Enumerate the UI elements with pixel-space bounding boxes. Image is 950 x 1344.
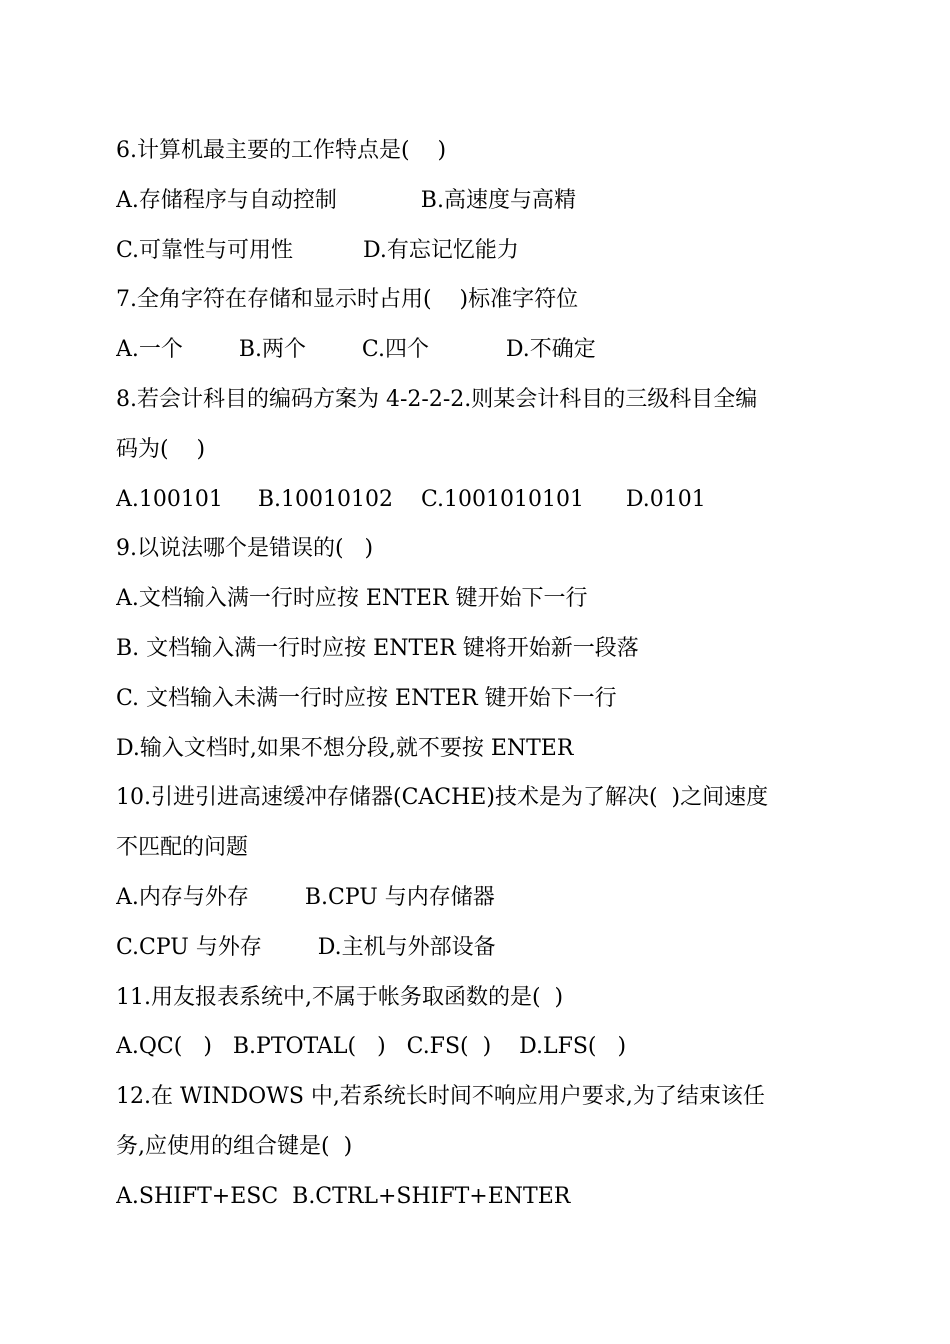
question-6-stem: 6.计算机最主要的工作特点是( ) [116, 138, 447, 163]
question-9-option-c: C. 文档输入未满一行时应按 ENTER 键开始下一行 [116, 685, 617, 711]
question-12-options-ab: A.SHIFT+ESC B.CTRL+SHIFT+ENTER [116, 1183, 571, 1209]
question-8-stem: 8.若会计科目的编码方案为 4-2-2-2.则某会计科目的三级科目全编 [116, 386, 758, 412]
question-9-option-d: D.输入文档时,如果不想分段,就不要按 ENTER [116, 735, 574, 761]
question-8-stem-continued: 码为( ) [116, 436, 206, 462]
question-11-options: A.QC( ) B.PTOTAL( ) C.FS( ) D.LFS( ) [116, 1034, 627, 1060]
question-12-stem-continued: 务,应使用的组合键是( ) [116, 1133, 353, 1159]
question-10-stem: 10.引进引进高速缓冲存储器(CACHE)技术是为了解决( )之间速度 [116, 785, 769, 811]
question-7-stem: 7.全角字符在存储和显示时占用( )标准字符位 [116, 287, 579, 313]
question-10-options-cd: C.CPU 与外存 D.主机与外部设备 [116, 934, 496, 960]
question-12-stem: 12.在 WINDOWS 中,若系统长时间不响应用户要求,为了结束该任 [116, 1084, 765, 1110]
question-9-option-b: B. 文档输入满一行时应按 ENTER 键将开始新一段落 [116, 635, 639, 661]
question-10-stem-continued: 不匹配的问题 [116, 835, 249, 861]
question-6-options-ab: A.存储程序与自动控制 B.高速度与高精 [116, 187, 576, 213]
question-11-stem: 11.用友报表系统中,不属于帐务取函数的是( ) [116, 984, 564, 1010]
question-9-stem: 9.以说法哪个是错误的( ) [116, 536, 374, 562]
document-body [116, 126, 836, 1222]
question-9-option-a: A.文档输入满一行时应按 ENTER 键开始下一行 [116, 586, 588, 612]
question-6-options-cd: C.可靠性与可用性 D.有忘记忆能力 [116, 237, 519, 263]
question-10-options-ab: A.内存与外存 B.CPU 与内存储器 [116, 884, 495, 910]
question-8-options: A.100101 B.10010102 C.1001010101 D.0101 [116, 486, 706, 512]
question-7-options: A.一个 B.两个 C.四个 D.不确定 [116, 337, 596, 363]
